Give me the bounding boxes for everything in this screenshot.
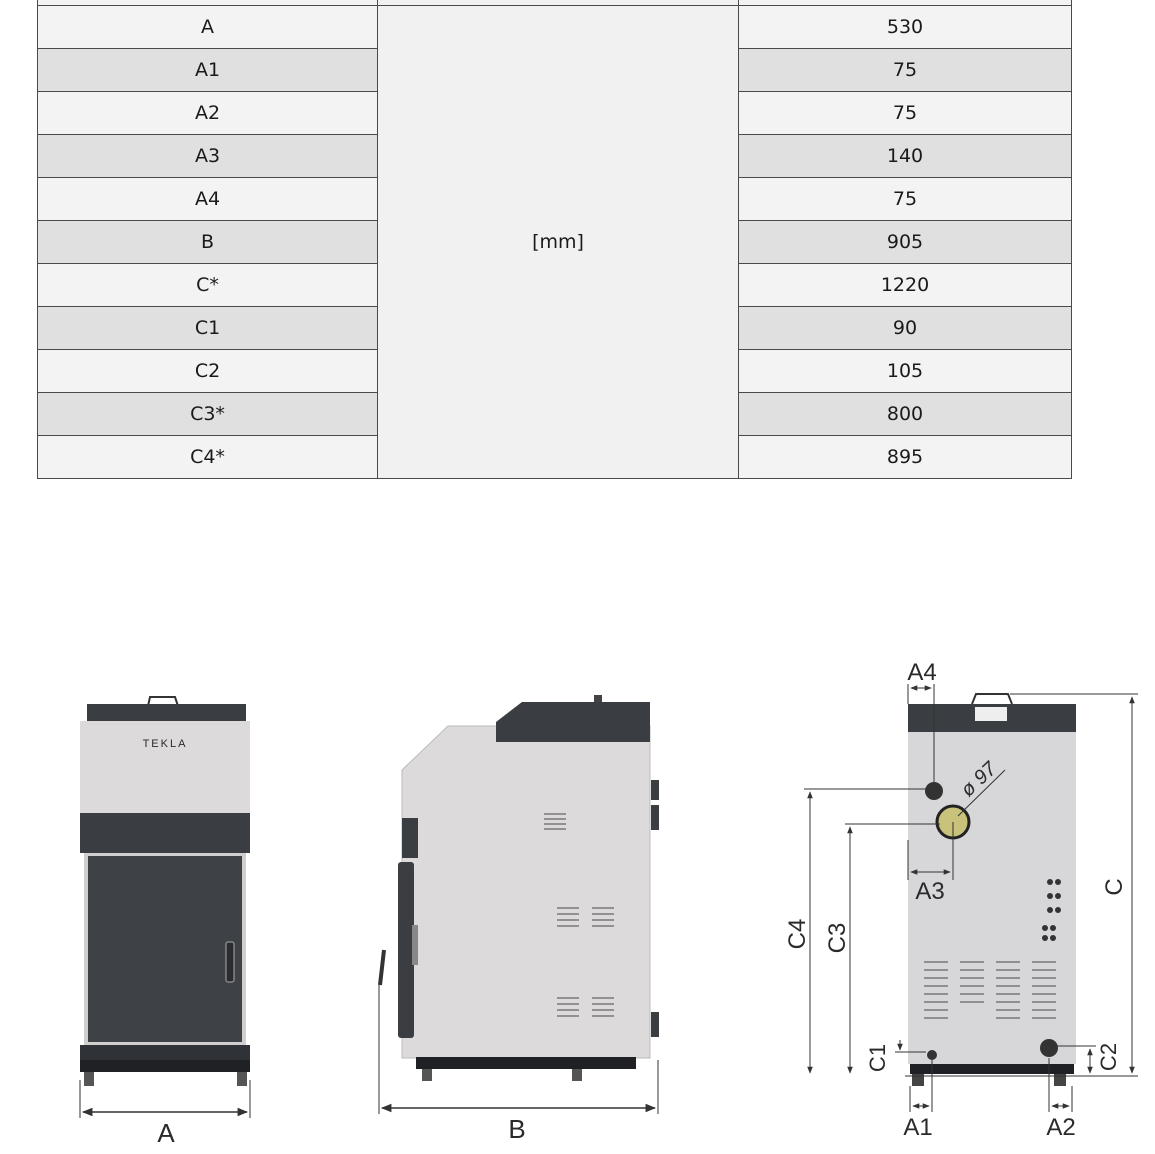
symbol-cell: C1 bbox=[38, 307, 378, 350]
symbol-cell: C3* bbox=[38, 393, 378, 436]
value-cell: 1220 bbox=[739, 264, 1072, 307]
rear-view-boiler bbox=[784, 659, 1138, 1141]
dim-label-c2: C2 bbox=[1096, 1042, 1121, 1072]
symbol-cell: A4 bbox=[38, 178, 378, 221]
value-cell: 905 bbox=[739, 221, 1072, 264]
dim-label-a3: A3 bbox=[915, 878, 945, 905]
value-cell: 75 bbox=[739, 178, 1072, 221]
dim-label-a2: A2 bbox=[1046, 1114, 1076, 1141]
dim-label-a4: A4 bbox=[907, 659, 937, 686]
symbol-cell: C2 bbox=[38, 350, 378, 393]
dim-label-c3: C3 bbox=[824, 922, 851, 954]
dim-label-c4: C4 bbox=[784, 918, 811, 950]
value-cell: 140 bbox=[739, 135, 1072, 178]
value-cell: 800 bbox=[739, 393, 1072, 436]
value-cell: 75 bbox=[739, 49, 1072, 92]
symbol-cell: C4* bbox=[38, 436, 378, 479]
value-cell: 895 bbox=[739, 436, 1072, 479]
symbol-cell: C* bbox=[38, 264, 378, 307]
diameter-label: ø 97 bbox=[956, 757, 1002, 802]
dim-label-a: A bbox=[157, 1118, 175, 1148]
symbol-cell: B bbox=[38, 221, 378, 264]
dim-label-c1: C1 bbox=[865, 1043, 890, 1073]
unit-cell: [mm] bbox=[378, 6, 739, 479]
value-cell: 90 bbox=[739, 307, 1072, 350]
dim-label-a1: A1 bbox=[903, 1114, 933, 1141]
symbol-cell: A1 bbox=[38, 49, 378, 92]
symbol-cell: A2 bbox=[38, 92, 378, 135]
brand-logo: TEKLA bbox=[142, 738, 188, 750]
dim-label-b: B bbox=[508, 1114, 526, 1144]
symbol-cell: A3 bbox=[38, 135, 378, 178]
value-cell: 530 bbox=[739, 6, 1072, 49]
value-cell: 105 bbox=[739, 350, 1072, 393]
side-view-boiler bbox=[379, 695, 659, 1144]
value-cell: 75 bbox=[739, 92, 1072, 135]
dim-label-c: C bbox=[1101, 878, 1128, 896]
front-view-boiler bbox=[80, 697, 250, 1148]
symbol-cell: A bbox=[38, 6, 378, 49]
